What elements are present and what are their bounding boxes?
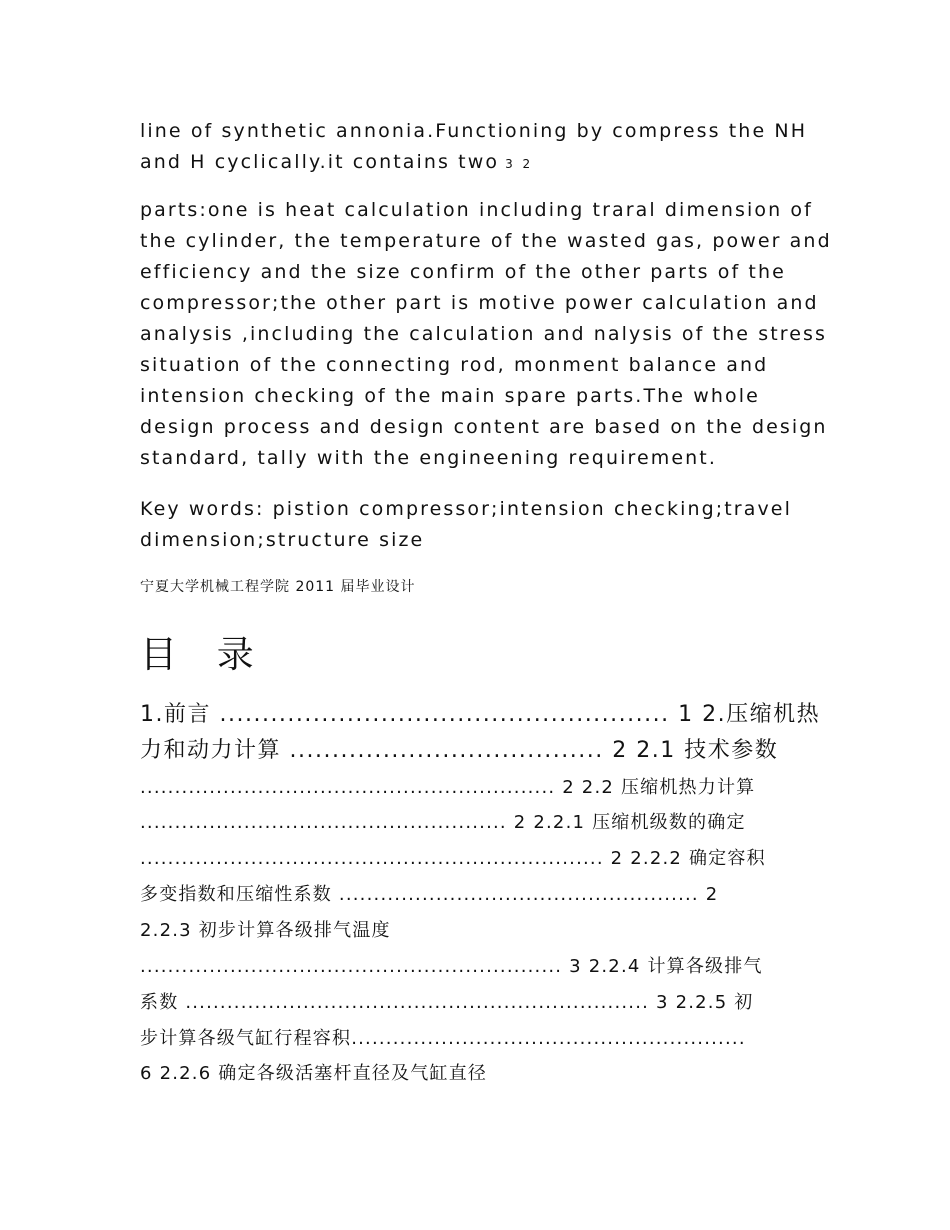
abstract-line: compressor;the other part is motive power calculation and [140, 292, 819, 314]
toc-title: 目 录 [140, 633, 268, 676]
toc-line[interactable]: 多变指数和压缩性系数 .................................................... 2 [140, 884, 719, 905]
intro-paragraph [140, 116, 807, 180]
keywords-paragraph [140, 494, 792, 556]
abstract-line: the cylinder, the temperature of the wasted gas, power and [140, 230, 832, 252]
toc-line[interactable]: 6 2.2.6 确定各级活塞杆直径及气缸直径 [140, 1063, 488, 1084]
toc-line[interactable]: ............................................................. 3 2.2.4 计算各级排气 [140, 956, 763, 977]
abstract-paragraph [140, 195, 832, 474]
keywords-line-2: dimension;structure size [140, 529, 425, 551]
toc-line[interactable]: ..................................................... 2 2.2.1 压缩机级数的确定 [140, 812, 746, 833]
abstract-line: parts:one is heat calculation including traral dimension of [140, 199, 813, 221]
toc-line[interactable]: 力和动力计算 ..................................... 2 2.1 技术参数 [140, 738, 779, 763]
chemical-subscripts: 3 2 [505, 157, 534, 171]
toc-line[interactable]: ................................................................... 2 2.2.2 确定容积 [140, 848, 766, 869]
keywords-line-1: Key words: pistion compressor;intension checking;travel [140, 498, 792, 520]
toc-line[interactable]: 2.2.3 初步计算各级排气温度 [140, 920, 391, 941]
toc-line[interactable]: 步计算各级气缸行程容积......................................................... [140, 1028, 746, 1049]
intro-line-2-text: and H cyclically.it contains two [140, 151, 500, 173]
abstract-line: standard, tally with the engineening requirement. [140, 447, 717, 469]
toc-line[interactable]: ............................................................ 2 2.2 压缩机热力计算 [140, 777, 756, 798]
toc-line[interactable]: 1.前言 ..................................................... 1 2.压缩机热 [140, 702, 821, 727]
intro-line-2 [140, 147, 807, 180]
abstract-line: efficiency and the size confirm of the other parts of the [140, 261, 786, 283]
intro-line-1: line of synthetic annonia.Functioning by compress the NH [140, 120, 808, 142]
abstract-line: design process and design content are based on the design [140, 416, 828, 438]
toc-line[interactable]: 系数 ................................................................... 3 2.2.5 初 [140, 992, 754, 1013]
abstract-line: intension checking of the main spare parts.The whole [140, 385, 760, 407]
thesis-header-note: 宁夏大学机械工程学院 2011 届毕业设计 [140, 579, 416, 595]
abstract-line: analysis ,including the calculation and nalysis of the stress [140, 323, 828, 345]
abstract-line: situation of the connecting rod, monment balance and [140, 354, 769, 376]
